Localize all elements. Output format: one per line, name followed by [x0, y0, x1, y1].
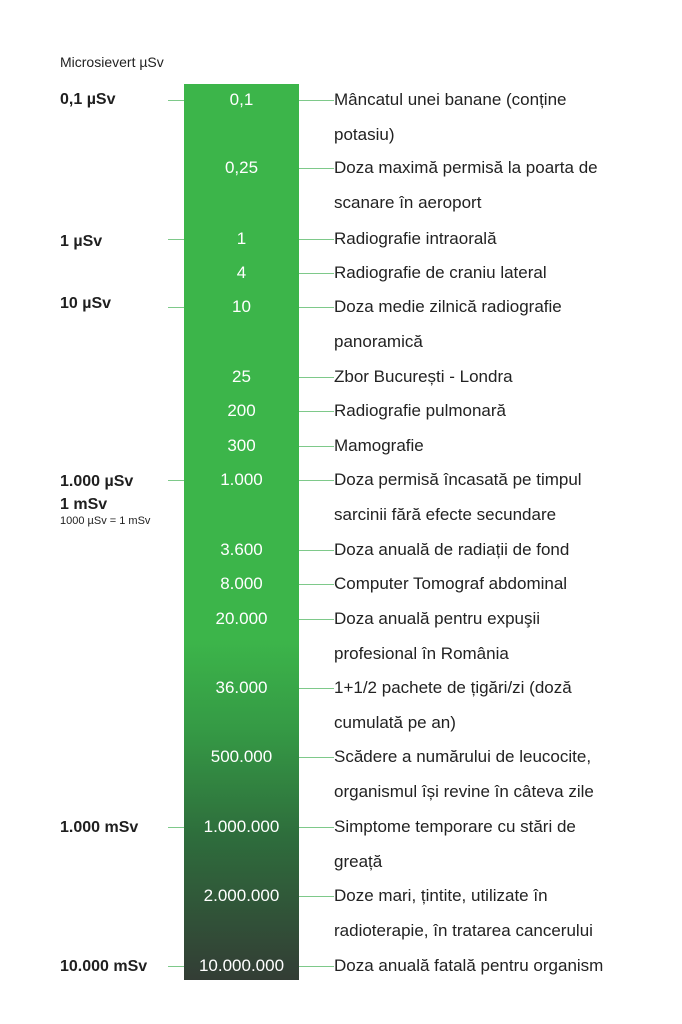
major-tick-line [168, 100, 184, 101]
dose-description: cumulată pe an) [334, 712, 456, 732]
dose-value: 300 [227, 436, 256, 455]
major-tick-line [168, 307, 184, 308]
dose-value: 1.000.000 [203, 817, 280, 836]
dose-description: Mâncatul unei banane (conține [334, 90, 567, 109]
connector-line [299, 757, 334, 758]
dose-value: 20.000 [215, 609, 268, 628]
major-scale-label: 10 µSv [60, 295, 112, 312]
dose-value: 10.000.000 [198, 956, 285, 975]
connector-line [299, 377, 334, 378]
dose-description: Doza medie zilnică radiografie [334, 297, 562, 316]
dose-value: 0,25 [224, 158, 259, 177]
dose-description: Radiografie intraorală [334, 229, 497, 248]
dose-description: Doza anuală de radiații de fond [334, 540, 570, 559]
connector-line [299, 446, 334, 447]
connector-line [299, 307, 334, 308]
major-tick-line [168, 239, 184, 240]
unit-label: Microsievert µSv [60, 54, 164, 70]
dose-description: Doza permisă încasată pe timpul [334, 470, 582, 489]
major-scale-label: 1.000 mSv [60, 819, 139, 836]
dose-description: organismul își revine în câteva zile [334, 781, 594, 801]
dose-value: 1 [236, 229, 247, 248]
dose-value: 25 [232, 367, 251, 386]
dose-description: 1+1/2 pachete de țigări/zi (doză [334, 678, 572, 697]
dose-description: Doze mari, țintite, utilizate în [334, 886, 548, 905]
major-tick-line [168, 966, 184, 967]
dose-description: Simptome temporare cu stări de [334, 817, 576, 836]
major-scale-label: 0,1 µSv [60, 91, 116, 108]
dose-value: 0,1 [229, 90, 254, 109]
major-scale-label: 1 mSv [60, 496, 108, 513]
dose-scale-bar [184, 84, 299, 980]
dose-value: 10 [232, 297, 251, 316]
connector-line [299, 550, 334, 551]
dose-description: Mamografie [334, 436, 424, 455]
connector-line [299, 688, 334, 689]
dose-value: 1.000 [220, 470, 263, 489]
dose-description: Radiografie de craniu lateral [334, 263, 547, 282]
connector-line [299, 966, 334, 967]
dose-description: Zbor București - Londra [334, 367, 513, 386]
dose-value: 3.600 [220, 540, 263, 559]
major-tick-line [168, 480, 184, 481]
connector-line [299, 273, 334, 274]
dose-description: scanare în aeroport [334, 192, 482, 212]
dose-description: potasiu) [334, 124, 395, 144]
connector-line [299, 480, 334, 481]
dose-description: greață [334, 851, 383, 871]
dose-description: Computer Tomograf abdominal [334, 574, 568, 593]
dose-value: 200 [227, 401, 256, 420]
connector-line [299, 896, 334, 897]
dose-description: sarcinii fără efecte secundare [334, 504, 557, 524]
dose-value: 500.000 [210, 747, 273, 766]
major-scale-label: 1.000 µSv [60, 473, 134, 490]
dose-description: panoramică [334, 331, 423, 351]
connector-line [299, 239, 334, 240]
connector-line [299, 827, 334, 828]
dose-description: Doza anuală fatală pentru organism [334, 956, 604, 975]
dose-description: Doza maximă permisă la poarta de [334, 158, 598, 177]
dose-description: Scădere a numărului de leucocite, [334, 747, 592, 766]
dose-description: Radiografie pulmonară [334, 401, 506, 420]
major-scale-label: 1 µSv [60, 233, 103, 250]
connector-line [299, 619, 334, 620]
connector-line [299, 100, 334, 101]
dose-value: 36.000 [215, 678, 268, 697]
conversion-note: 1000 µSv = 1 mSv [60, 515, 151, 527]
major-scale-label: 10.000 mSv [60, 958, 148, 975]
major-tick-line [168, 827, 184, 828]
connector-line [299, 584, 334, 585]
dose-value: 2.000.000 [203, 886, 280, 905]
dose-description: radioterapie, în tratarea cancerului [334, 920, 593, 940]
dose-description: Doza anuală pentru expuşii [334, 609, 541, 628]
dose-value: 4 [236, 263, 247, 282]
dose-description: profesional în România [334, 643, 509, 663]
connector-line [299, 411, 334, 412]
dose-value: 8.000 [220, 574, 263, 593]
connector-line [299, 168, 334, 169]
